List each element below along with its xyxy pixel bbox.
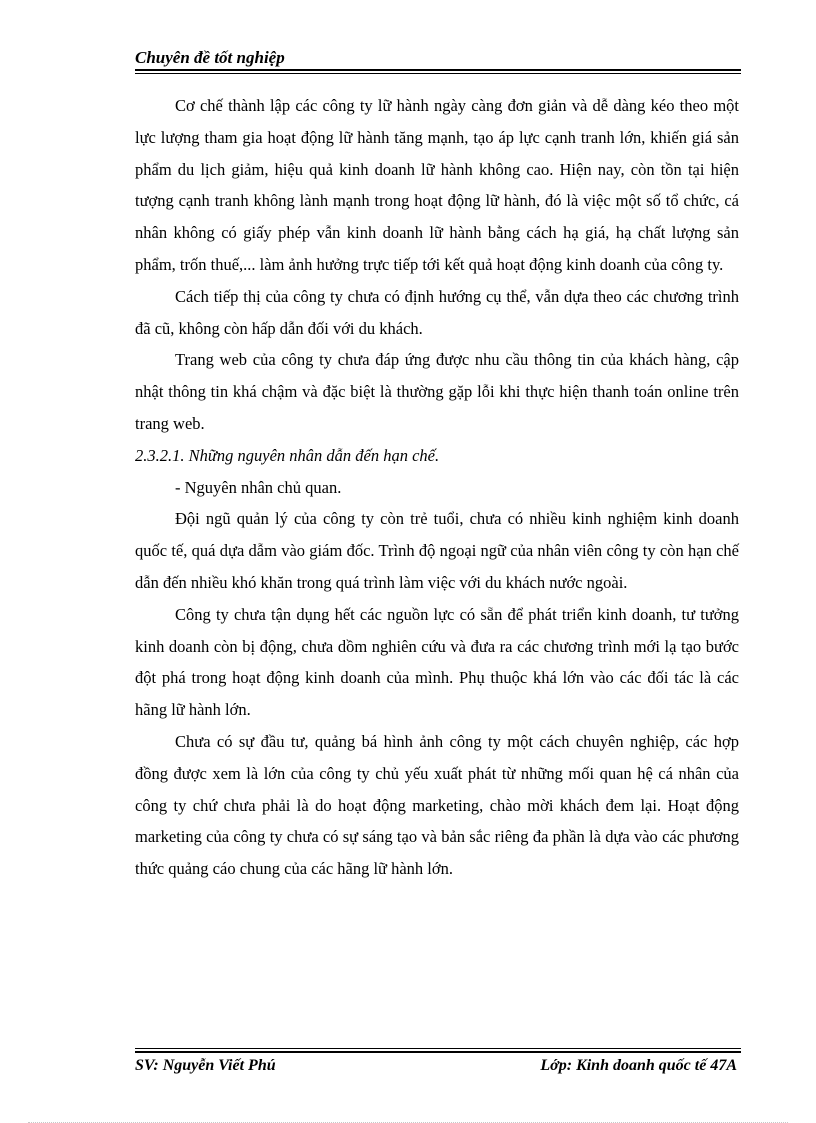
document-body <box>135 90 739 885</box>
section-heading: 2.3.2.1. Những nguyên nhân dẫn đến hạn chế. <box>135 445 440 465</box>
paragraph: Đội ngũ quản lý của công ty còn trẻ tuổi, chưa có nhiều kinh nghiệm kinh doanh quốc tế, quá dựa dẫm vào giám đốc. Trình độ ngoại ngữ của nhân viên công ty còn hạn chế dẫn đến nhiều khó khăn trong quá trình làm việc với du khách nước ngoài. <box>135 509 739 592</box>
footer-rule-thin <box>135 1048 741 1049</box>
footer-class-name: Lớp: Kinh doanh quốc tế 47A <box>540 1057 737 1074</box>
footer-student-name: SV: Nguyễn Viết Phú <box>135 1057 276 1074</box>
header-rule-thin <box>135 73 741 74</box>
header-rule-thick <box>135 69 741 71</box>
paragraph: - Nguyên nhân chủ quan. <box>175 477 342 497</box>
footer-rule-thick <box>135 1051 741 1053</box>
paragraph: Cơ chế thành lập các công ty lữ hành ngày càng đơn giản và dễ dàng kéo theo một lực lượng tham gia hoạt động lữ hành tăng mạnh, tạo áp lực cạnh tranh lớn, khiến giá sản phẩm du lịch giảm, hiệu quả kinh doanh lữ hành không cao. Hiện nay, còn tồn tại hiện tượng cạnh tranh không lành mạnh trong hoạt động lữ hành, đó là việc một số tổ chức, cá nhân không có giấy phép vẫn kinh doanh lữ hành bằng cách hạ giá, hạ chất lượng sản phẩm, trốn thuế,... làm ảnh hưởng trực tiếp tới kết quả hoạt động kinh doanh của công ty. <box>135 96 739 274</box>
paragraph: Trang web của công ty chưa đáp ứng được nhu cầu thông tin của khách hàng, cập nhật thông tin khá chậm và đặc biệt là thường gặp lỗi khi thực hiện thanh toán online trên trang web. <box>135 350 739 433</box>
paragraph: Cách tiếp thị của công ty chưa có định hướng cụ thể, vẫn dựa theo các chương trình đã cũ, không còn hấp dẫn đối với du khách. <box>135 286 739 338</box>
paragraph: Công ty chưa tận dụng hết các nguồn lực có sẵn để phát triển kinh doanh, tư tưởng kinh doanh còn bị động, chưa dồm nghiên cứu và đưa ra các chương trình mới lạ tạo bước đột phá trong hoạt động kinh doanh của mình. Phụ thuộc khá lớn vào các đối tác là các hãng lữ hành lớn. <box>135 604 739 720</box>
paragraph: Chưa có sự đầu tư, quảng bá hình ảnh công ty một cách chuyên nghiệp, các hợp đồng được xem là lớn của công ty chủ yếu xuất phát từ những mối quan hệ cá nhân của công ty chứ chưa phải là do hoạt động marketing, chào mời khách đem lại. Hoạt động marketing của công ty chưa có sự sáng tạo và bản sắc riêng đa phần là dựa vào các phương thức quảng cáo chung của các hãng lữ hành lớn. <box>135 731 739 879</box>
page-header-title: Chuyên đề tốt nghiệp <box>135 48 285 67</box>
